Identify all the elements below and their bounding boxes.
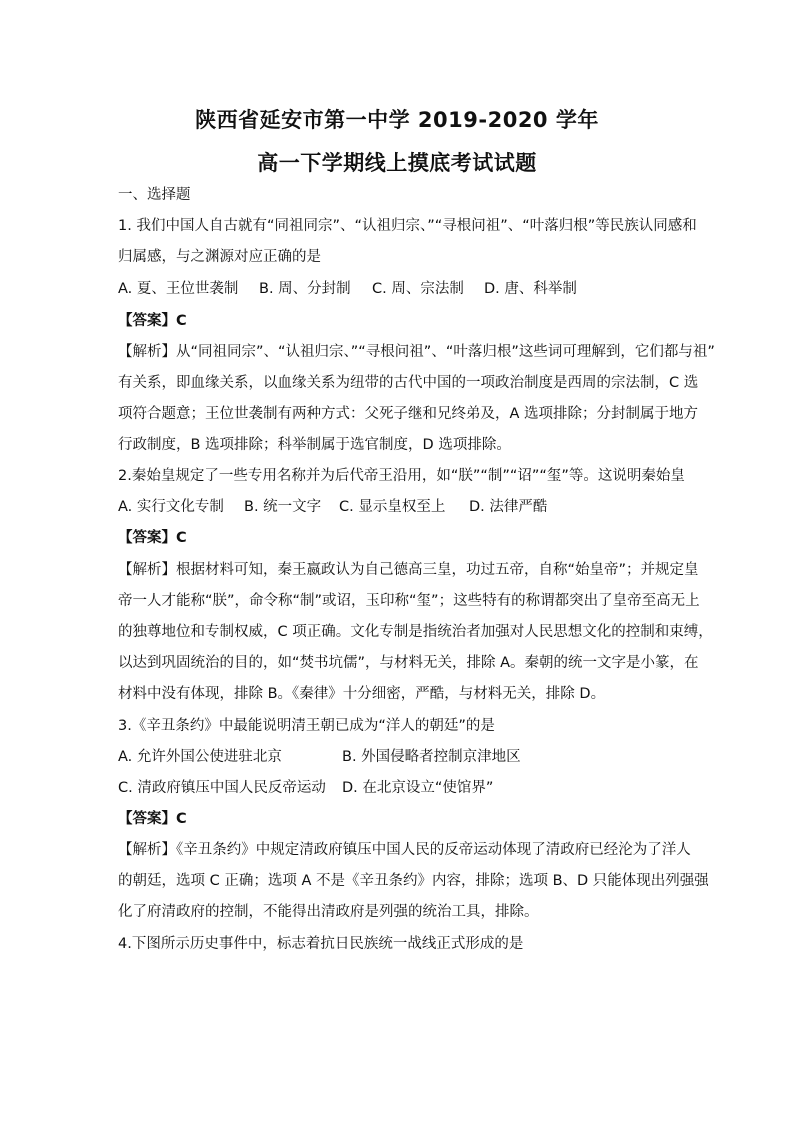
q1-analysis-line2: 有关系，即血缘关系，以血缘关系为纽带的古代中国的一项政治制度是西周的宗法制，C 选: [118, 375, 699, 391]
q3-analysis-line1: 【解析】《辛丑条约》中规定清政府镇压中国人民的反帝运动体现了清政府已经沦为了洋人: [118, 842, 691, 858]
q2-option-d: D. 法律严酷: [469, 499, 548, 515]
doc-title-line2: 高一下学期线上摸底考试试题: [257, 151, 537, 175]
q2-option-c: C. 显示皇权至上: [339, 499, 446, 515]
q1-option-b: B. 周、分封制: [259, 281, 351, 297]
q2-option-b: B. 统一文字: [244, 499, 322, 515]
q2-option-a: A. 实行文化专制: [118, 499, 224, 515]
q1-analysis-line1: 【解析】从“同祖同宗”、“认祖归宗、”“寻根问祖”、“叶落归根”这些词可理解到，它们都与祖”: [118, 344, 715, 360]
q1-stem-line1: 1. 我们中国人自古就有“同祖同宗”、“认祖归宗、”“寻根问祖”、“叶落归根”等民族认同感和: [118, 218, 697, 234]
q1-answer: 【答案】C: [118, 313, 187, 329]
q3-option-b: B. 外国侵略者控制京津地区: [342, 749, 521, 765]
q2-stem: 2.秦始皇规定了一些专用名称并为后代帝王沿用，如“朕”“制”“诏”“玺”等。这说明秦始皇: [118, 468, 685, 484]
q1-option-c: C. 周、宗法制: [372, 281, 464, 297]
q3-option-a: A. 允许外国公使进驻北京: [118, 749, 282, 765]
q3-analysis-line3: 化了府清政府的控制，不能得出清政府是列强的统治工具，排除。: [118, 904, 539, 920]
q3-stem: 3.《辛丑条约》中最能说明清王朝已成为“洋人的朝廷”的是: [118, 718, 495, 734]
section-heading: 一、选择题: [118, 187, 191, 203]
q2-analysis-line1: 【解析】根据材料可知，秦王嬴政认为自己德高三皇，功过五帝，自称“始皇帝”；并规定皇: [118, 562, 699, 578]
doc-title-line1: 陕西省延安市第一中学 2019-2020 学年: [195, 108, 599, 132]
q2-answer: 【答案】C: [118, 530, 187, 546]
q1-option-a: A. 夏、王位世袭制: [118, 281, 239, 297]
q1-analysis-line3: 项符合题意；王位世袭制有两种方式：父死子继和兄终弟及，A 选项排除；分封制属于地方: [118, 406, 699, 422]
q2-analysis-line3: 的独尊地位和专制权威，C 项正确。文化专制是指统治者加强对人民思想文化的控制和束缚，: [118, 624, 713, 640]
q1-option-d: D. 唐、科举制: [484, 281, 577, 297]
q2-analysis-line5: 材料中没有体现，排除 B。《秦律》十分细密，严酷，与材料无关，排除 D。: [118, 686, 606, 702]
q2-analysis-line2: 帝一人才能称“朕”，命令称“制”或诏，玉印称“玺”；这些特有的称谓都突出了皇帝至高无上: [118, 593, 700, 609]
q1-analysis-line4: 行政制度，B 选项排除；科举制属于选官制度，D 选项排除。: [118, 437, 511, 453]
q3-option-c: C. 清政府镇压中国人民反帝运动: [118, 780, 326, 796]
q1-stem-line2: 归属感，与之渊源对应正确的是: [118, 249, 321, 265]
q3-option-d: D. 在北京设立“使馆界”: [342, 780, 494, 796]
q4-stem: 4.下图所示历史事件中，标志着抗日民族统一战线正式形成的是: [118, 936, 524, 952]
q3-answer: 【答案】C: [118, 811, 187, 827]
q2-analysis-line4: 以达到巩固统治的目的，如“焚书坑儒”，与材料无关，排除 A。秦朝的统一文字是小篆，在: [118, 655, 699, 671]
q3-analysis-line2: 的朝廷，选项 C 正确；选项 A 不是《辛丑条约》内容，排除；选项 B、D 只能体现出列强强: [118, 873, 709, 889]
